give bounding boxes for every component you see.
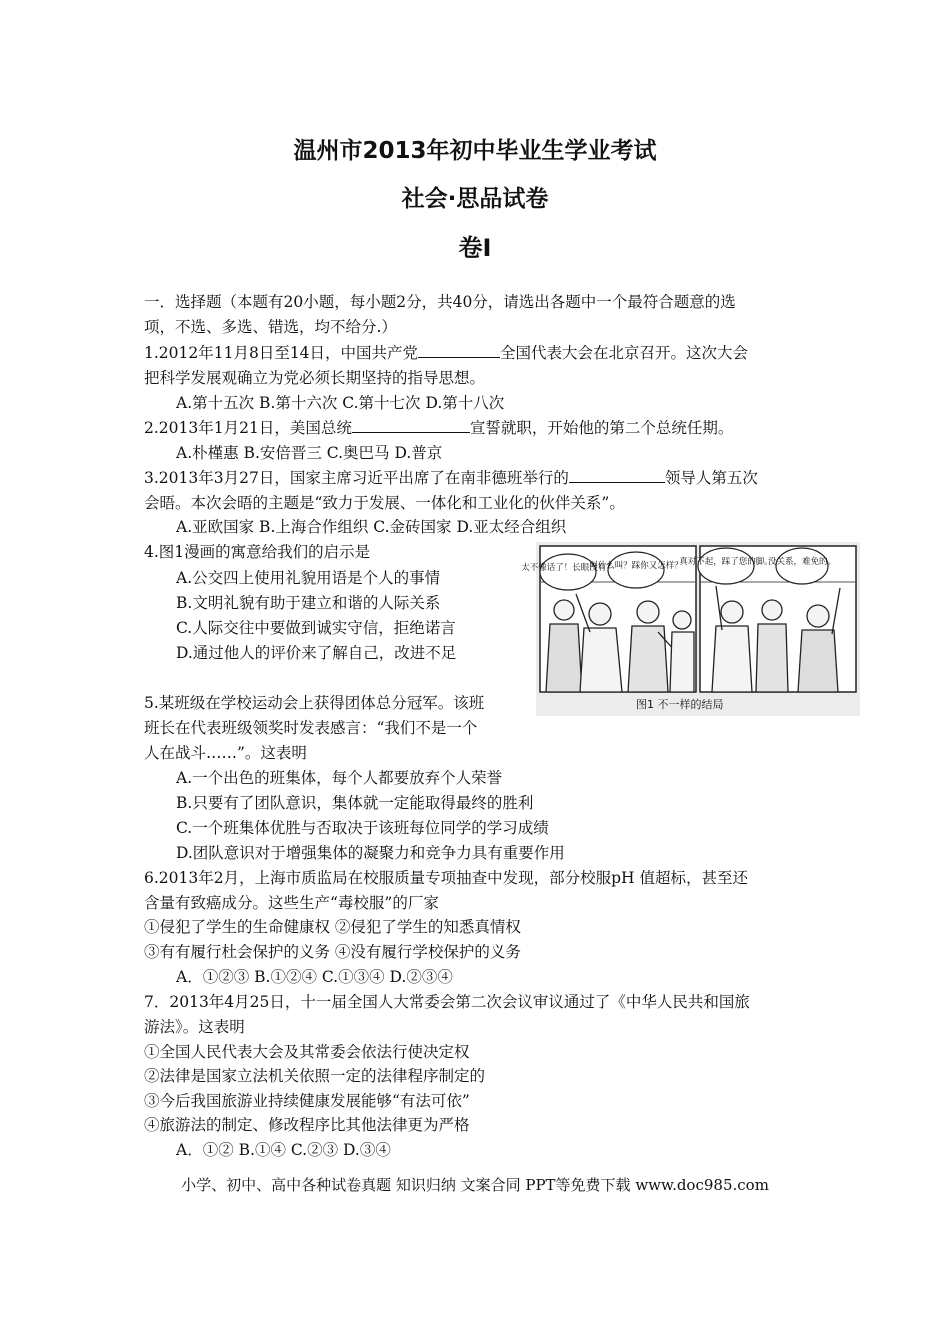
q4-option-b: B.文明礼貌有助于建立和谐的人际关系 [176,594,441,612]
q1-stem: 1.2012年11月8日至14日，中国共产党 全国代表大会在北京召开。这次大会 [144,341,748,365]
q5-option-c: C.一个班集体优胜与否取决于该班每位同学的学习成绩 [176,819,549,837]
section-instruction: 一．选择题（本题有20小题，每小题2分，共40分，请选出各题中一个最符合题意的选 [144,293,736,311]
q1-options: A.第十五次 B.第十六次 C.第十七次 D.第十八次 [176,394,505,412]
q3-answer-blank [569,466,665,483]
q2-stem: 2.2013年1月21日，美国总统 宣誓就职，开始他的第二个总统任期。 [144,416,733,440]
q1-stem-cont: 把科学发展观确立为党必须长期坚持的指导思想。 [144,369,486,387]
q5-option-b: B.只要有了团队意识，集体就一定能取得最终的胜利 [176,794,534,812]
bubble-1-text: 太不像话了！长眼没有？ [521,563,615,573]
figure1-caption: 图1 不一样的结局 [636,698,724,711]
q5-stem: 5.某班级在学校运动会上获得团体总分冠军。该班 [144,694,485,712]
page-footer: 小学、初中、高中各种试卷真题 知识归纳 文案合同 PPT等免费下载 www.doc985.com [181,1176,769,1194]
q6-stem-cont: 含量有致癌成分。这些生产“毒校服”的厂家 [144,894,439,912]
exam-part: 卷Ⅰ [458,234,492,262]
section-instruction-cont: 项，不选、多选、错选，均不给分.） [144,318,397,336]
q5-option-a: A.一个出色的班集体，每个人都要放弃个人荣誉 [176,769,503,787]
q2-answer-blank [352,416,470,433]
q7-options: A．①② B.①④ C.②③ D.③④ [176,1141,391,1159]
q6-items-2: ③有有履行杜会保护的义务 ④没有履行学校保护的义务 [144,943,521,961]
q4-stem: 4.图1漫画的寓意给我们的启示是 [144,543,371,561]
q6-items-1: ①侵犯了学生的生命健康权 ②侵犯了学生的知悉真情权 [144,918,521,936]
q6-stem: 6.2013年2月，上海市质监局在校服质量专项抽查中发现，部分校服pH 值超标，甚至还 [144,869,748,887]
q7-item-2: ②法律是国家立法机关依照一定的法律程序制定的 [144,1067,486,1085]
q4-option-d: D.通过他人的评价来了解自己，改进不足 [176,644,457,662]
q1-answer-blank [418,341,500,358]
bubble-3-text: 真对不起，踩了您的脚。 [679,557,773,567]
q7-item-3: ③今后我国旅游业持续健康发展能够“有法可依” [144,1092,470,1110]
q3-stem-cont: 会晤。本次会晤的主题是“致力于发展、一体化和工业化的伙伴关系”。 [144,494,625,512]
q5-stem-cont: 班长在代表班级领奖时发表感言：“我们不是一个 [144,719,478,737]
q4-option-c: C.人际交往中要做到诚实守信，拒绝诺言 [176,619,456,637]
exam-subtitle: 社会·思品试卷 [401,186,549,212]
q7-item-4: ④旅游法的制定、修改程序比其他法律更为严格 [144,1116,470,1134]
q6-options: A．①②③ B.①②④ C.①③④ D.②③④ [176,968,453,986]
q3-options: A.亚欧国家 B.上海合作组织 C.金砖国家 D.亚太经合组织 [176,518,567,536]
bubble-4-text: 没关系，难免的。 [767,557,837,567]
q7-stem: 7．2013年4月25日，十一届全国人大常委会第二次会议审议通过了《中华人民共和国旅 [144,993,750,1011]
q5-option-d: D.团队意识对于增强集体的凝聚力和竞争力具有重要作用 [176,844,565,862]
q4-option-a: A.公交四上使用礼貌用语是个人的事情 [176,569,441,587]
figure1-cartoon [521,542,860,716]
q7-stem-cont: 游法》。这表明 [144,1018,245,1036]
exam-title: 温州市2013年初中毕业生学业考试 [293,138,657,164]
q3-stem: 3.2013年3月27日，国家主席习近平出席了在南非德班举行的 领导人第五次 [144,466,758,490]
q2-options: A.朴槿惠 B.安倍晋三 C.奥巴马 D.普京 [176,444,443,462]
bubble-2-text: 叫什么叫？踩你又怎样？ [589,561,683,571]
q7-item-1: ①全国人民代表大会及其常委会依法行使决定权 [144,1043,470,1061]
q5-stem-cont2: 人在战斗……”。这表明 [144,744,307,762]
